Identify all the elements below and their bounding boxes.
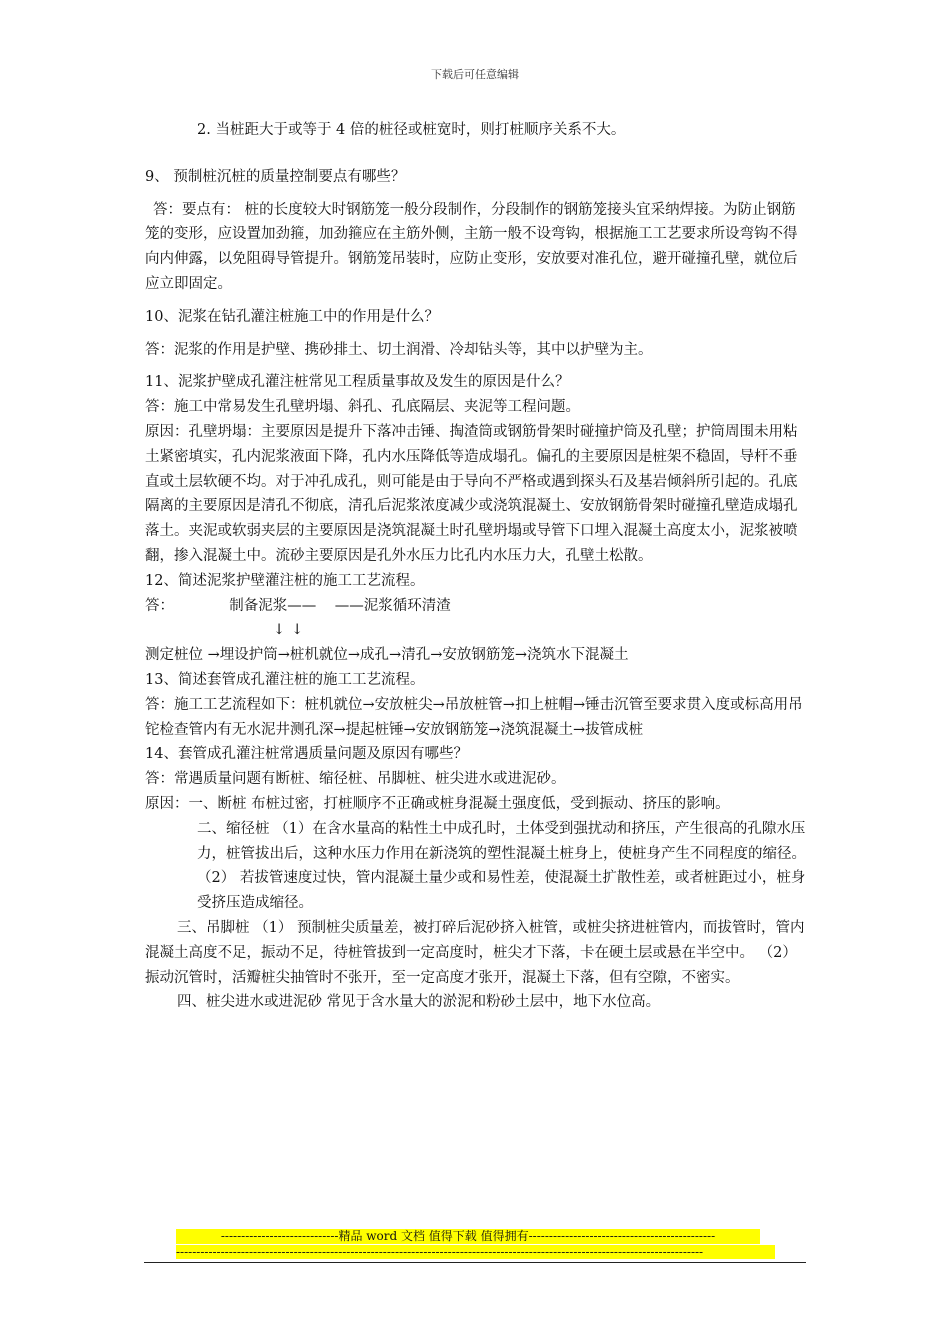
answer-13: 答：施工工艺流程如下：桩机就位→安放桩尖→吊放桩管→扣上桩帽→锤击沉管至要求贯入度或标高用吊铊检查管内有无水泥井测孔深→提起桩锤→安放钢筋笼→浇筑混凝土→拔管成桩 <box>145 696 803 738</box>
flow-12-main: 测定桩位 →埋设护筒→桩机就位→成孔→清孔→安放钢筋笼→浇筑水下混凝土 <box>145 647 629 664</box>
document-body <box>145 118 807 1015</box>
answer-10: 答：泥浆的作用是护壁、携砂排土、切土润滑、冷却钻头等，其中以护壁为主。 <box>145 341 653 358</box>
spacer <box>145 362 807 370</box>
footer-divider <box>144 1262 806 1263</box>
question-12: 12、简述泥浆护壁灌注桩的施工工艺流程。 <box>145 572 425 589</box>
spacer <box>145 143 807 165</box>
footer-banner-line1: -----------------------------精品 word 文档 值得下载 值得拥有---------------------------------------------- <box>176 1229 760 1244</box>
flow-12-arrows: ↓↓ <box>273 622 310 639</box>
question-10: 10、泥浆在钻孔灌注桩施工中的作用是什么？ <box>145 308 439 325</box>
question-14: 14、套管成孔灌注桩常遇质量问题及原因有哪些？ <box>145 746 468 763</box>
question-13: 13、简述套管成孔灌注桩的施工工艺流程。 <box>145 671 425 688</box>
paragraph-rule-2: 2. 当桩距大于或等于 4 倍的桩径或桩宽时，则打桩顺序关系不大。 <box>197 122 626 138</box>
spacer <box>145 190 807 198</box>
answer-14: 答：常遇质量问题有断桩、缩径桩、吊脚桩、桩尖进水或进泥砂。 <box>145 771 566 788</box>
answer-9: 答：要点有： 桩的长度较大时钢筋笼一般分段制作，分段制作的钢筋笼接头宜采纳焊接。为防止钢筋笼的变形，应设置加劲箍，加劲箍应在主筋外侧，主筋一般不设弯钩，根据施工工艺要求所设弯钩不得向内伸露，以免阻碍导管提升。钢筋笼吊装时，应防止变形，安放要对准孔位，避开碰撞孔壁，就位后应立即固定。 <box>145 201 798 292</box>
reason-broken-pile: 原因：一、断桩 布桩过密，打桩顺序不正确或桩身混凝土强度低，受到振动、挤压的影响。 <box>145 795 730 812</box>
spacer <box>145 330 807 338</box>
flow-12-top: 答： 制备泥浆—— ——泥浆循环清渣 <box>145 597 451 614</box>
answer-11: 答：施工中常易发生孔壁坍塌、斜孔、孔底隔层、夹泥等工程问题。 <box>145 399 580 416</box>
page-header: 下载后可任意编辑 <box>431 68 519 81</box>
answer-11-reasons: 原因：孔壁坍塌：主要原因是提升下落冲击锤、掏渣筒或钢筋骨架时碰撞护筒及孔壁；护筒周围未用粘土紧密填实，孔内泥浆液面下降，孔内水压降低等造成塌孔。偏孔的主要原因是桩架不稳固，导杆不垂直或土层软硬不均。对于冲孔成孔，则可能是由于导向不严格或遇到探头石及基岩倾斜所引起的。孔底隔离的主要原因是清孔不彻底，清孔后泥浆浓度减少或浇筑混凝土、安放钢筋骨架时碰撞孔壁造成塌孔落土。夹泥或软弱夹层的主要原因是浇筑混凝土时孔壁坍塌或导管下口埋入混凝土高度太小，泥浆被喷翻，掺入混凝土中。流砂主要原因是孔外水压力比孔内水压力大，孔壁土松散。 <box>145 423 798 564</box>
reason-necked-pile: 二、缩径桩 （1）在含水量高的粘性土中成孔时，土体受到强扰动和挤压，产生很高的孔隙水压力，桩管拔出后，这种水压力作用在新浇筑的塑性混凝土桩身上，使桩身产生不同程度的缩径。 （2） 若拔管速度过快，管内混凝土量少或和易性差，使混凝土扩散性差，或者桩距过小，桩身受挤压造成缩径。 <box>197 820 806 912</box>
question-9: 9、 预制桩沉桩的质量控制要点有哪些？ <box>145 168 406 185</box>
reason-hanging-pile: 三、吊脚桩 （1） 预制桩尖质量差，被打碎后泥砂挤入桩管，或桩尖挤进桩管内，而拔管时，管内混凝土高度不足，振动不足，待桩管拔到一定高度时，桩尖才下落，卡在硬土层或悬在半空中。 （2） 振动沉管时，活瓣桩尖抽管时不张开，至一定高度才张开，混凝土下落，但有空隙，不密实。 <box>145 919 805 986</box>
reason-water-mud: 四、桩尖进水或进泥砂 常见于含水量大的淤泥和粉砂土层中，地下水位高。 <box>177 994 661 1011</box>
spacer <box>145 297 807 305</box>
question-11: 11、泥浆护壁成孔灌注桩常见工程质量事故及发生的原因是什么？ <box>145 374 570 391</box>
footer-banner-line2: ---------------------------------------------------------------------------------------------------------------------------------- <box>176 1245 775 1259</box>
